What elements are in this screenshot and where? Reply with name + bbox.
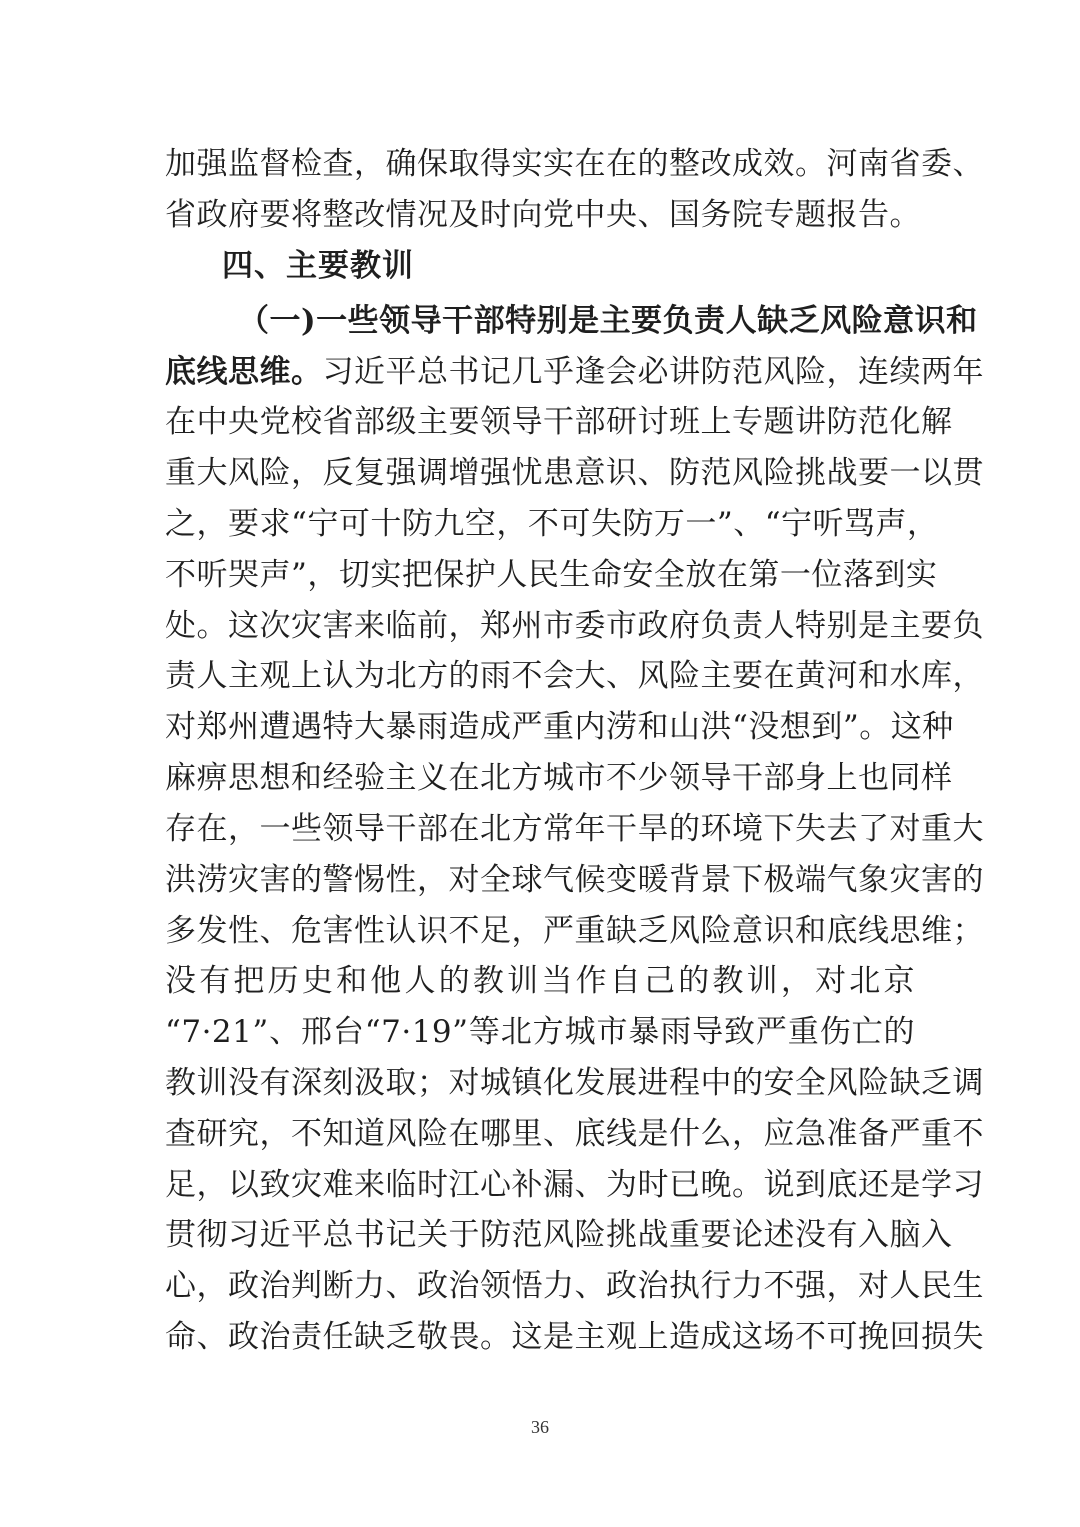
subsection-heading: （一)一些领导干部特别是主要负责人缺乏风险意识和 — [238, 303, 978, 339]
subsection-heading-continuation: 底线思维。 — [165, 354, 323, 390]
text-line: 洪涝灾害的警惕性，对全球气候变暖背景下极端气象灾害的 — [165, 862, 984, 898]
text-line: 重大风险，反复强调增强忧患意识、防范风险挑战要一以贯 — [165, 455, 984, 491]
text-line: 查研究，不知道风险在哪里、底线是什么，应急准备严重不 — [165, 1116, 984, 1152]
text-line: 多发性、危害性认识不足，严重缺乏风险意识和底线思维； — [165, 913, 984, 949]
text-line: 教训没有深刻汲取；对城镇化发展进程中的安全风险缺乏调 — [165, 1065, 984, 1101]
text-line: 加强监督检查，确保取得实实在在的整改成效。河南省委、 — [165, 146, 984, 182]
text-line: “7·21”、邢台“7·19”等北方城市暴雨导致严重伤亡的 — [165, 1014, 915, 1050]
text-line: 没有把历史和他人的教训当作自己的教训，对北京 — [165, 963, 915, 999]
text-line: 存在，一些领导干部在北方常年干旱的环境下失去了对重大 — [165, 811, 984, 847]
section-heading: 四、主要教训 — [222, 248, 414, 284]
text-line: 在中央党校省部级主要领导干部研讨班上专题讲防范化解 — [165, 404, 953, 440]
page-number: 36 — [531, 1417, 549, 1437]
text-line: 对郑州遭遇特大暴雨造成严重内涝和山洪“没想到”。这种 — [165, 709, 954, 745]
text-line: 麻痹思想和经验主义在北方城市不少领导干部身上也同样 — [165, 760, 953, 796]
text-fragment: 习近平总书记几乎逢会必讲防范风险，连续两年 — [322, 354, 984, 390]
text-line: 命、政治责任缺乏敬畏。这是主观上造成这场不可挽回损失 — [165, 1319, 984, 1355]
text-line: 足，以致灾难来临时江心补漏、为时已晚。说到底还是学习 — [165, 1167, 984, 1203]
text-line: 心，政治判断力、政治领悟力、政治执行力不强，对人民生 — [165, 1268, 984, 1304]
text-line: 不听哭声”，切实把保护人民生命安全放在第一位落到实 — [165, 557, 938, 593]
text-line: 处。这次灾害来临前，郑州市委市政府负责人特别是主要负 — [165, 608, 984, 644]
text-line: 贯彻习近平总书记关于防范风险挑战重要论述没有入脑入 — [165, 1217, 953, 1253]
text-line: 之，要求“宁可十防九空，不可失防万一”、“宁听骂声， — [165, 506, 939, 542]
text-line: 责人主观上认为北方的雨不会大、风险主要在黄河和水库， — [165, 658, 984, 694]
text-line: 省政府要将整改情况及时向党中央、国务院专题报告。 — [165, 197, 921, 233]
